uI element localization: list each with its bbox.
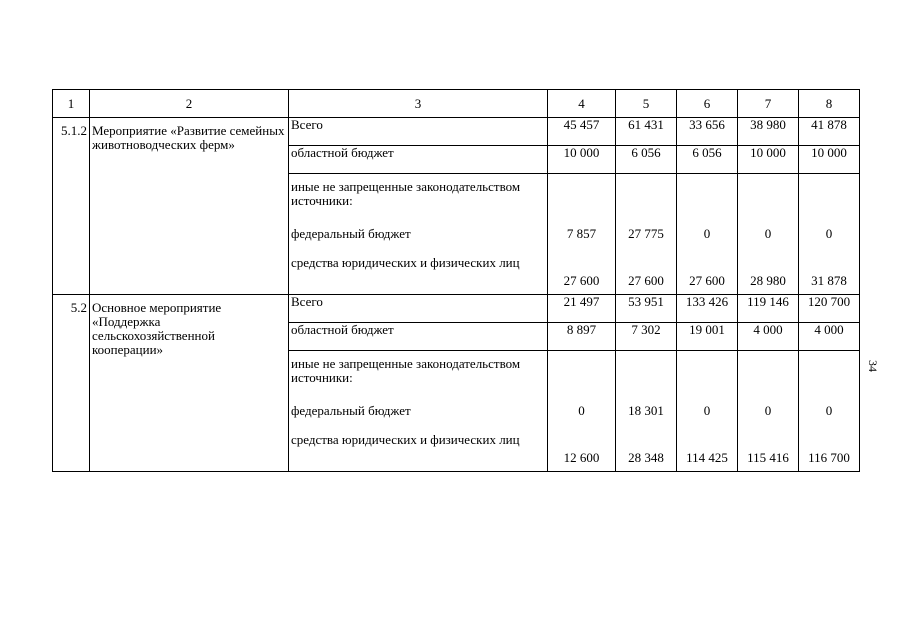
header-cell: 7 <box>738 90 799 118</box>
legal-value: 27 600 <box>628 273 664 288</box>
other-sources-label: иные не запрещенные законодательством источники: <box>291 179 521 208</box>
federal-value: 18 301 <box>628 403 664 418</box>
header-cell: 5 <box>616 90 677 118</box>
value-cell: 19 001 <box>677 323 738 351</box>
header-cell: 8 <box>799 90 860 118</box>
header-cell: 2 <box>90 90 289 118</box>
federal-value: 0 <box>578 403 585 418</box>
value-cell <box>799 174 860 295</box>
legal-value: 28 980 <box>750 273 786 288</box>
value-cell: 119 146 <box>738 295 799 323</box>
value-cell: 33 656 <box>677 118 738 146</box>
value-cell <box>799 351 860 472</box>
row-name: Основное мероприятие «Поддержка сельскохозяйственной кооперации» <box>90 295 289 472</box>
row-name: Мероприятие «Развитие семейных животноводческих ферм» <box>90 118 289 295</box>
federal-label: федеральный бюджет <box>291 403 411 418</box>
value-cell: 41 878 <box>799 118 860 146</box>
other-sources-cell <box>289 351 548 472</box>
value-cell: 21 497 <box>548 295 616 323</box>
value-cell: 6 056 <box>616 146 677 174</box>
header-row <box>53 90 860 118</box>
value-cell: 10 000 <box>738 146 799 174</box>
value-cell: 53 951 <box>616 295 677 323</box>
value-cell: 8 897 <box>548 323 616 351</box>
legal-value: 116 700 <box>808 450 850 465</box>
value-cell: 45 457 <box>548 118 616 146</box>
value-cell <box>677 351 738 472</box>
value-cell <box>616 174 677 295</box>
table-row <box>53 295 860 323</box>
legal-value: 115 416 <box>747 450 789 465</box>
federal-value: 27 775 <box>628 226 664 241</box>
header-cell: 1 <box>53 90 90 118</box>
value-cell <box>677 174 738 295</box>
legal-value: 31 878 <box>811 273 847 288</box>
source-label: Всего <box>289 295 548 323</box>
value-cell: 10 000 <box>799 146 860 174</box>
value-cell: 7 302 <box>616 323 677 351</box>
source-label: Всего <box>289 118 548 146</box>
federal-value: 0 <box>764 226 772 241</box>
federal-value: 0 <box>825 403 833 418</box>
value-cell: 38 980 <box>738 118 799 146</box>
page-number: 34 <box>866 360 880 372</box>
federal-value: 0 <box>764 403 772 418</box>
value-cell: 10 000 <box>548 146 616 174</box>
legal-label: средства юридических и физических лиц <box>291 255 520 270</box>
value-cell <box>738 351 799 472</box>
value-cell: 133 426 <box>677 295 738 323</box>
value-cell: 4 000 <box>799 323 860 351</box>
federal-value: 7 857 <box>566 226 597 241</box>
value-cell: 4 000 <box>738 323 799 351</box>
other-sources-cell <box>289 174 548 295</box>
value-cell <box>548 174 616 295</box>
legal-value: 28 348 <box>628 450 664 465</box>
header-cell: 3 <box>289 90 548 118</box>
header-cell: 4 <box>548 90 616 118</box>
legal-value: 12 600 <box>563 450 600 465</box>
value-cell <box>738 174 799 295</box>
row-code: 5.1.2 <box>53 118 90 295</box>
federal-label: федеральный бюджет <box>291 226 411 241</box>
federal-value: 0 <box>703 403 711 418</box>
value-cell <box>616 351 677 472</box>
federal-value: 0 <box>703 226 711 241</box>
value-cell <box>548 351 616 472</box>
legal-value: 114 425 <box>686 450 728 465</box>
table-row <box>53 118 860 146</box>
source-label: областной бюджет <box>289 146 548 174</box>
row-code: 5.2 <box>53 295 90 472</box>
header-cell: 6 <box>677 90 738 118</box>
budget-table <box>52 89 860 472</box>
legal-value: 27 600 <box>563 273 600 288</box>
legal-value: 27 600 <box>689 273 725 288</box>
source-label: областной бюджет <box>289 323 548 351</box>
other-sources-label: иные не запрещенные законодательством источники: <box>291 356 521 385</box>
federal-value: 0 <box>825 226 833 241</box>
legal-label: средства юридических и физических лиц <box>291 432 520 447</box>
value-cell: 61 431 <box>616 118 677 146</box>
value-cell: 120 700 <box>799 295 860 323</box>
value-cell: 6 056 <box>677 146 738 174</box>
